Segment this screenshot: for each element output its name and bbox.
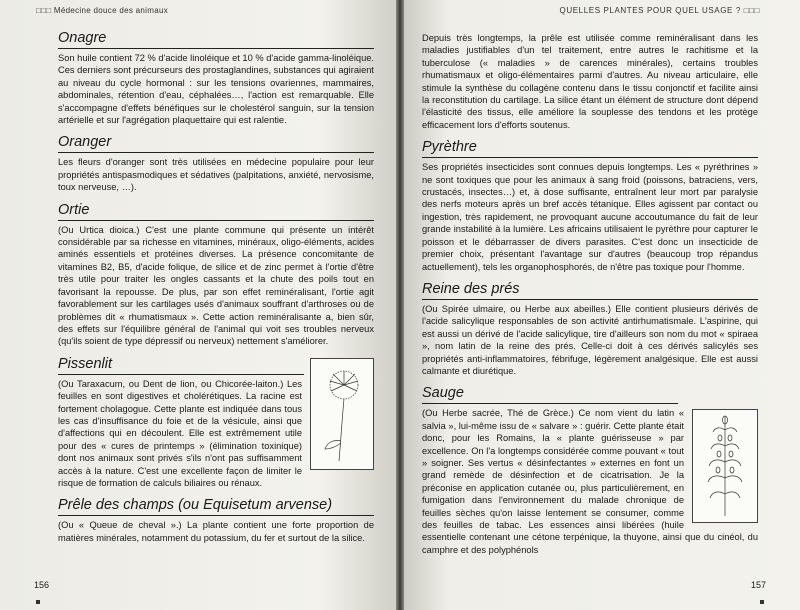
section-heading: Prêle des champs (ou Equisetum arvense) bbox=[58, 497, 374, 516]
dandelion-illustration bbox=[310, 358, 374, 470]
corner-mark bbox=[760, 600, 764, 604]
section-oranger bbox=[58, 134, 374, 193]
section-heading: Pissenlit bbox=[58, 356, 304, 375]
section-body: Les fleurs d'oranger sont très utilisées en médecine populaire pour leur propriétés antispasmodiques et sédatives (palpitations, anxiété, nervosisme, toux nerveuse, …). bbox=[58, 157, 374, 193]
section-pissenlit bbox=[58, 356, 374, 490]
section-body: Ses propriétés insecticides sont connues depuis longtemps. Les « pyréthrines » ne sont toxiques que pour les animaux à sang froid (poissons, batraciens, vers, crustacés, insectes…) et, à dose suffisante, entraînent leur mort par paralysie des nerfs moteurs après un bref accès tétanique. Elles agissent par contact ou ingestion, très rapidement, ne provoquant aucune accoutumance du fait de leur grande instabilité à la lumière. Les africains utilisaient le pyrèthre pour capturer le poisson et le débarrasser de divers parasites. C'est donc un insecticide de premier choix, présentant l'avantage sur d'autres (beaucoup trop répandus actuellement), tels les organophosphorés, de n'être pas toxique pour l'homme. bbox=[422, 162, 758, 272]
text-column bbox=[422, 32, 758, 564]
section-body: (Ou Spirée ulmaire, ou Herbe aux abeilles.) Elle contient plusieurs dérivés de l'acide salicylique responsables de son activité antirhumatismale. L'aspirine, qui est aussi un dérivé de l'acide salicylique, tire d'ailleurs son nom du mot « spiraea », nom latin de la reine des prés. Celle-ci doit à ces dérivés salicylés ses propriétés anti-inflammatoires, fébrifuge, légèrement analgésique. Elle est aussi calmante et diurétique. bbox=[422, 303, 758, 376]
corner-mark bbox=[36, 600, 40, 604]
section-sauge bbox=[422, 385, 758, 556]
section-reine-des-pres bbox=[422, 281, 758, 377]
section-body: (Ou « Queue de cheval ».) La plante contient une forte proportion de matières minérales, notamment du potassium, du fer et surtout de la silice. bbox=[58, 520, 374, 543]
section-ortie bbox=[58, 202, 374, 348]
section-body: (Ou Urtica dioica.) C'est une plante commune qui présente un intérêt considérable par sa richesse en vitamines, minéraux, oligo-éléments, acides aminés essentiels et protéines diverses. La présence concomitante de vitamines B2, B5, d'acide folique, de silice et de zinc permet à l'ortie d'être très utile pour traiter les ongles cassants et la chute des poils tout en favorisant la repousse. De plus, par son effet reminéralisant, l'ortie agit favorablement sur les cartilages usés d'animaux souffrant d'arthroses ou de problèmes dit « rhumatismaux ». Cette action reminéralisante a, bien sûr, des effets sur l'équilibre général de l'animal qui voit ses troubles nerveux (qu'ils soient de type dépressif ou nerveux) nettement s'améliorer. bbox=[58, 224, 374, 347]
section-body: (Ou Herbe sacrée, Thé de Grèce.) Ce nom vient du latin « salvia », lui-même issu de « salvare » : guérir. Cette plante était donc, pour les Romains, la « plante guérisseuse » par excellence. On l'a longtemps considérée comme pouvant « tout » soigner. Ses vertus « désinfectantes » externes en font un grand remède de désinfection et de cicatrisation. Je la préconise en application cutanée ou, plus particulièrement, en fumigation dans l'environnement du malade chronique de feuilles sèches qu'on laisse lentement se consumer, comme des feuilles de tabac. Les essences ainsi libérées (huile essentielle contenant une cétone terpénique, la thuyone, ainsi que du cinéol, du camphre et des polyphénols bbox=[422, 408, 758, 555]
section-heading: Reine des prés bbox=[422, 281, 758, 300]
section-pyrethre bbox=[422, 139, 758, 273]
page-number: 157 bbox=[750, 580, 766, 590]
page-number: 156 bbox=[34, 580, 50, 590]
section-prele-continued bbox=[422, 32, 758, 131]
section-heading: Oranger bbox=[58, 134, 374, 153]
section-heading: Sauge bbox=[422, 385, 678, 404]
right-page bbox=[400, 0, 800, 610]
section-heading: Ortie bbox=[58, 202, 374, 221]
section-body: (Ou Taraxacum, ou Dent de lion, ou Chicorée-laiton.) Les feuilles en sont digestives et cholérétiques. La racine est fortement cholagogue. Cette plante est indiquée dans tous les cas d'insuffisance du foie et de la vésicule, ainsi que d'affections qui en découlent. Elle est extrêmement utile pour des « cures de printemps » (élimination toxinique) dont nos animaux sont privés s'ils n'ont pas suffisamment accès à la nature. C'est une excellente façon de limiter le risque de formation de calculs biliaires ou rénaux. bbox=[58, 378, 302, 488]
section-prele bbox=[58, 497, 374, 544]
text-column bbox=[58, 30, 374, 552]
sage-illustration bbox=[692, 409, 758, 523]
section-body: Son huile contient 72 % d'acide linoléique et 10 % d'acide gamma-linoléique. Ces derniers sont précurseurs des prostaglandines, substances qui agiraient au niveau du cycle hormonal : sur les tensions ovariennes, mammaires, abdominales, rétention d'eau, céphalées…, l'action est remarquable. Elle s'accompagne d'effets bénéfiques sur le cholestérol sanguin, sur la tension artérielle et sur l'agrégation plaquettaire qui est ralentie. bbox=[58, 53, 374, 126]
section-onagre bbox=[58, 30, 374, 126]
sage-icon bbox=[693, 410, 757, 522]
section-heading: Onagre bbox=[58, 30, 374, 49]
dandelion-icon bbox=[311, 359, 373, 469]
book-gutter bbox=[396, 0, 404, 610]
section-body: Depuis très longtemps, la prêle est utilisée comme reminéralisant dans les maladies justifiables d'un tel traitement, entre autres le rachitisme et la tuberculose (« maladies » de carences minérales), certains troubles rhumatismaux et oligo-élémentaires parmi d'autres. Au niveau articulaire, elle stimule la synthèse du collagène contenu dans le tissu conjonctif et facilite ainsi la reconstitution du cartilage. La silice étant un élément de structure dont dépend l'élasticité des tissus, elle améliore la souplesse des tendons et les protège efficacement lors d'efforts soutenus. bbox=[422, 33, 758, 130]
running-head: QUELLES PLANTES POUR QUEL USAGE ? □□□ bbox=[559, 6, 760, 15]
running-head: □□□ Médecine douce des animaux bbox=[36, 6, 169, 15]
section-heading: Pyrèthre bbox=[422, 139, 758, 158]
